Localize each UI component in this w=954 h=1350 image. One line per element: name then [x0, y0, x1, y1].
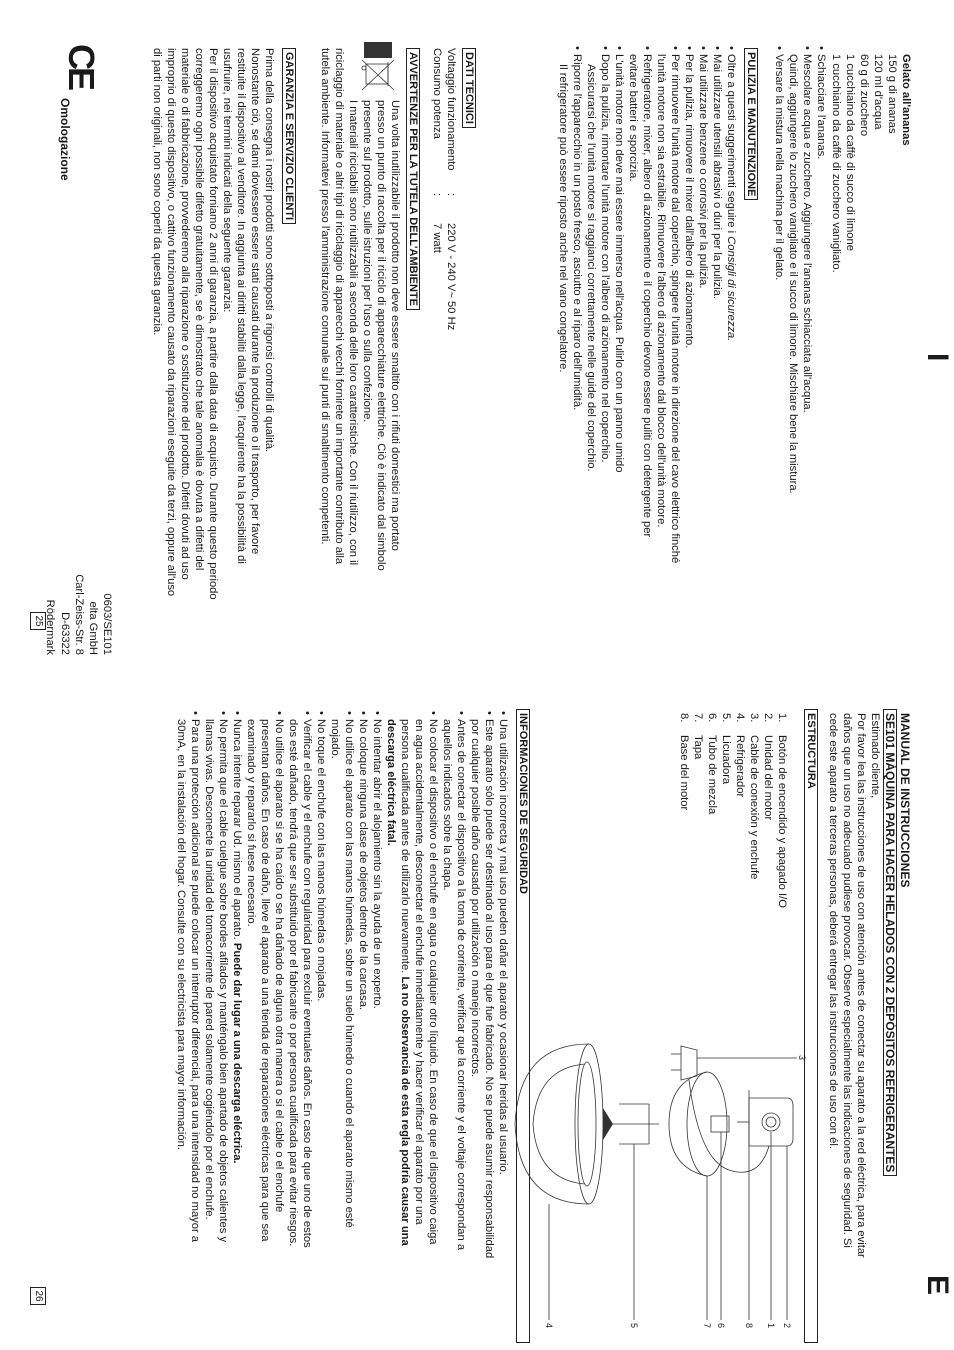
pulizia-intro: [723, 54, 738, 341]
seguridad-item: [229, 719, 244, 1164]
seguridad-item: • No utilice el aparato si se ha caído o se ha dañado de alguna otra manera o si el cable o el enchufe: [271, 719, 286, 1212]
pulizia-item: • Riporre l'apparecchio in un posto fresco, asciutto e al riparo dell'umidità.: [569, 54, 584, 410]
seguridad-item: • No utilice el aparato con las manos húmedas, sobre un suelo húmedo o cuando el aparato mismo esté: [341, 719, 356, 1228]
estructura-num: 7.: [692, 713, 704, 723]
garanzia-line: di parti non originali, non sono coperti da questa garanzia.: [151, 48, 163, 336]
estructura-label: Licuadora: [720, 735, 732, 785]
lid-drawing: [669, 1072, 729, 1176]
estructura-label: Unidad del motor: [762, 735, 774, 821]
product-exploded-diagram: [509, 1020, 807, 1340]
product-title: SE101 MÁQUINA PARA HACER HELADOS CON 2 DEPÓSITOS REFRIGERANTES: [883, 709, 897, 1176]
estructura-heading: ESTRUCTURA: [804, 709, 818, 1343]
estructura-num: 8.: [678, 713, 690, 723]
garanzia-heading: GARANZIA E SERVIZIO CLIENTI: [282, 48, 296, 224]
mixer-drawing: [603, 1104, 659, 1144]
seguridad-item: • Este aparato sólo puede ser destinado al uso para el que fue fabricado. No se puede asumir responsabilidad: [481, 719, 496, 1258]
address-line: D-63322 Rödermark: [44, 599, 71, 655]
seguridad-item: • No permita que el cable cuelgue sobre bordes afilados y manténgalo bien apartado de objetos calientes y: [215, 719, 230, 1242]
estructura-label: Cable de conexión y enchufe: [748, 735, 760, 880]
callout-1: 1: [766, 1323, 776, 1329]
ambiente-line: tutela ambiente. Informatevi presso l'amministrazione comunale sui punti di smaltimento competenti.: [319, 48, 331, 545]
address-line: 0603/SE101: [101, 593, 113, 655]
dati-label: Consumo potenza: [431, 48, 443, 139]
intro-line: cede este aparato a terceras personas, deberá entregar las instrucciones de uso con él.: [827, 713, 839, 1149]
estructura-label: Botón de encendido y apagado I/O: [776, 735, 788, 908]
address-line: elta GmbH: [87, 601, 99, 655]
wheelie-bin-crossed-icon: [358, 40, 398, 96]
estructura-label: Refrigerador: [734, 735, 746, 798]
garanzia-line: Per il dispositivo acquistato forniamo 2 anni di garanzia, a partire dalla data di acquisto. Durante questo periodo: [207, 48, 219, 600]
seguridad-item-cont: [397, 719, 412, 1246]
intro-line: daños que un uso no adecuado pudiese provocar. Observe especialmente las indicaciones de seguridad. Si: [841, 713, 853, 1248]
recipe-ingredient: 1 cucchiaino da caffè di succo di limone: [844, 54, 856, 251]
estructura-label: Base del motor: [678, 735, 690, 811]
seguridad-item: • No toque el enchufe con las manos húmedas o mojadas.: [313, 719, 328, 1001]
seguridad-item: • No coloque ninguna clase de objetos dentro de la carcasa.: [355, 719, 370, 1010]
seguridad-warning: Puede dar lugar a una descarga eléctrica.: [231, 942, 243, 1164]
ambiente-line: presente sul prodotto, sulle istruzioni per l'uso o sulla confezione.: [361, 100, 373, 423]
seguridad-item: • No colocar el dispositivo o el enchufe en agua o cualquier otro líquido. En caso de que el dispositivo caiga: [425, 719, 440, 1245]
estructura-num: 4.: [734, 713, 746, 723]
recipe-step: • Mescolare acqua e zucchero. Aggiungere l'ananas schiacciata all'acqua.: [799, 54, 814, 413]
ambiente-line: riciclaggio di materiale o altri tipi di riciclaggio di apparecchi vecchi fornirete un importante contributo alla: [333, 48, 345, 565]
estructura-num: 2.: [762, 713, 774, 723]
seguridad-item-cont: dos esté dañado, tendrá que ser substituido por el fabricante o por persona cualificada para evitar riesgos.: [287, 719, 299, 1247]
recipe-step: • Versare la mistura nella machina per il gelato.: [771, 54, 786, 280]
address-line: Carl-Zeiss-Str. 8: [73, 574, 85, 655]
callout-8: 8: [744, 1323, 754, 1329]
seguridad-item: • Verificar el cable y el enchufe con regularidad para excluir eventuales daños. En caso de que uno de estos: [299, 719, 314, 1248]
recipe-ingredient: 60 g di zucchero: [858, 54, 870, 137]
callout-5: 5: [629, 1323, 639, 1329]
recipe-ingredient: 120 ml d'acqua: [872, 54, 884, 130]
spanish-page: [0, 675, 954, 1350]
ambiente-line: I materiali riciclabili sono riutilizzabili a seconda delle loro caratteristiche. Con il riutilizzo, con il: [347, 100, 359, 566]
recipe-ingredient: 1 cucchiaino da caffè di zucchero vanigliato.: [830, 54, 842, 273]
garanzia-line: usufruire, nei termini indicati della seguente garanzia:: [221, 48, 233, 313]
seguridad-item: • No intentar abrir el alojamiento sin la ayuda de un experto.: [369, 719, 384, 1009]
seguridad-item-cont: 30mA, en la instalación del hogar. Consulte con su electricista para mayor información.: [175, 719, 187, 1150]
pulizia-intro-text: Oltre a questi suggerimenti seguire i: [725, 54, 737, 237]
pulizia-item-cont: l'unità motore non sia estraibile. Rimuovere l'albero di azionamento dal blocco dell'unità motore.: [655, 54, 667, 528]
callout-2: 2: [782, 1323, 792, 1329]
seguridad-warning: descarga eléctrica fatal.: [385, 719, 397, 846]
seguridad-text: persona cualificada antes de utilizarlo nuevamente.: [399, 719, 411, 977]
garanzia-line: correggeremo ogni possibile difetto gratuitamente, se è dimostrato che tale anomalia è dovuta a difetti del: [193, 48, 205, 571]
callout-6: 6: [716, 1323, 726, 1329]
ambiente-line: Una volta inutilizzabile il prodotto non deve essere smaltito con i rifiuti domestici ma portato: [389, 100, 401, 551]
pulizia-item: • Dopo la pulizia, rimontare l'unità motore con l'albero di azionamento nel coperchio.: [597, 54, 612, 463]
dati-value: 7 watt: [431, 223, 443, 253]
pulizia-intro-italic: Consigli di sicurezza.: [725, 236, 737, 342]
motor-unit-drawing: [689, 1080, 793, 1172]
seguridad-item-cont: presentan daños. En caso de daño, lleve el aparato a una tienda de reparaciones eléctricas para que sea: [259, 719, 271, 1242]
pulizia-item-cont: evitare batteri e sporcizia.: [627, 54, 639, 182]
language-mark-spanish: E: [921, 1275, 954, 1297]
plug-drawing: [671, 1046, 697, 1080]
seguridad-item: • Una utilización incorrecta y mal uso pueden dañar el aparato y ocasionar heridas al usuario.: [495, 719, 510, 1175]
seguridad-item-cont: aquellos indicados sobre la chapa.: [441, 719, 453, 891]
omologazione-label: Omologazione: [58, 98, 72, 181]
greeting: Estimado cliente,: [869, 713, 881, 799]
seguridad-text: Nunca intente reparar Ud. mismo el aparato.: [231, 719, 243, 943]
pulizia-item: • Mai utilizzare benzene o corrosivi per la pulizia.: [695, 54, 710, 288]
seguridad-item-cont: en agua accidentalmente, desconectar el enchufe inmediatamente y hacer verificar el aparato por una: [413, 719, 425, 1225]
seguridad-item: • Antes de conectar el dispositivo a la toma de corriente, verificar que la corriente y el voltaje correspondan a: [453, 719, 468, 1250]
page-number: 26: [30, 1287, 46, 1305]
dati-label: Voltaggio funzionamento: [445, 48, 457, 171]
garanzia-line: Nonostante ciò, se dami dovessero essere stati causati durante la produzione o il trasporto, per favore: [249, 48, 261, 555]
callout-7: 7: [702, 1323, 712, 1329]
pulizia-item-cont: Assicurarsi che l'unità motore si raggianci correttamente nelle guide del coperchio.: [585, 64, 597, 472]
garanzia-line: materiale o di fabbricazione, provvederemo alla riparazione o sostituzione del prodotto. Difetti dovuti ad uso: [179, 48, 191, 580]
manual-title: MANUAL DE INSTRUCCIONES: [898, 713, 912, 888]
pulizia-item: • Per la pulizia, rimuovere il mixer dall'albero di azionamento.: [681, 54, 696, 348]
recipe-step: • Schiacciare l'ananas.: [813, 54, 828, 159]
seguridad-item-cont: por cualquier posible daño causado por utilización o manejo incorrectos.: [469, 719, 481, 1078]
callout-3: 3: [797, 1055, 807, 1061]
garanzia-line: improprio di questo dispositivo, o cattivo funzionamento causato da riparazioni eseguite da terzi, oppure all'uso: [165, 48, 177, 597]
pulizia-item: • Refrigeratore, mixer, albero di azionamento e il coperchio devono essere puliti con detergente per: [639, 54, 654, 537]
garanzia-line: restituite il dispositivo al venditore. In aggiunta ai diritti stabiliti dalla legge, l'acquirente ha la possibilità di: [235, 48, 247, 564]
recipe-ingredient: 150 g di ananas: [886, 54, 898, 134]
ambiente-heading: AVVERTENZE PER LA TUTELA DELL'AMBIENTE: [406, 48, 420, 310]
recipe-title: Gelato all'ananas: [900, 54, 912, 146]
recipe-step: Quindi, aggiungere lo zucchero vanigliato e il succo di limone. Mischiare bene la mistura.: [787, 54, 799, 494]
estructura-num: 6.: [706, 713, 718, 723]
dati-heading: DATI TECNICI: [462, 48, 476, 128]
callout-4: 4: [544, 1323, 554, 1329]
intro-line: Por favor lea las instrucciones de uso con atención antes de conectar su aparato a la red eléctrica, para evitar: [855, 713, 867, 1258]
pulizia-item: • Per rimuovere l'unità motore dal coperchio, spingere l'unità motore in direzione del cavo elettrico finché: [667, 54, 682, 563]
garanzia-line: Prima della consegna i nostri prodotti sono sottoposti a rigorosi controlli di qualità.: [263, 48, 275, 453]
seguridad-heading: INFORMACIONES DE SEGURIDAD: [516, 709, 530, 1343]
estructura-num: 5.: [720, 713, 732, 723]
seguridad-item-cont: llamas vivas. Desconecte la unidad del tomacorriente de pared solamente cogiéndolo por el enchufe.: [203, 719, 215, 1220]
estructura-num: 1.: [776, 713, 788, 723]
pulizia-item-cont: Il refrigeratore può essere riposto anche nel vano congelatore.: [557, 64, 569, 373]
language-mark-italian: I: [921, 353, 954, 363]
ambiente-line: presso un punto di raccolta per il riciclo di apparecchiature elettriche. Ciò è indicato dal simbolo: [375, 100, 387, 571]
estructura-label: Tubo de mezcla: [706, 735, 718, 815]
dati-sep: :: [431, 193, 443, 197]
dati-sep: :: [445, 193, 457, 197]
pulizia-item: • L'unità motore non deve mai essere immerso nell'acqua. Pulirlo con un panno umido: [611, 54, 626, 472]
seguridad-item-cont: examinado y repararlo si fuese necesario.: [245, 719, 257, 927]
dati-value: 220 V - 240 V~ 50 Hz: [445, 223, 457, 331]
seguridad-item-cont: mojado.: [329, 719, 341, 759]
page-number: 25: [30, 612, 46, 630]
seguridad-item: • Para una protección adicional se puede colocar un interruptor diferencial, para una intensidad no mayor a: [187, 719, 202, 1242]
pulizia-heading: PULIZIA E MANUTENZIONE: [744, 48, 758, 200]
estructura-num: 3.: [748, 713, 760, 723]
pulizia-item: • Mai utilizzare utensili abrasivi o duri per la pulizia.: [709, 54, 724, 299]
ce-mark-logo: CE: [61, 44, 102, 89]
estructura-label: Tapa: [692, 735, 704, 760]
seguridad-warning: La no observancia de esta regla podría causar una: [399, 976, 411, 1246]
